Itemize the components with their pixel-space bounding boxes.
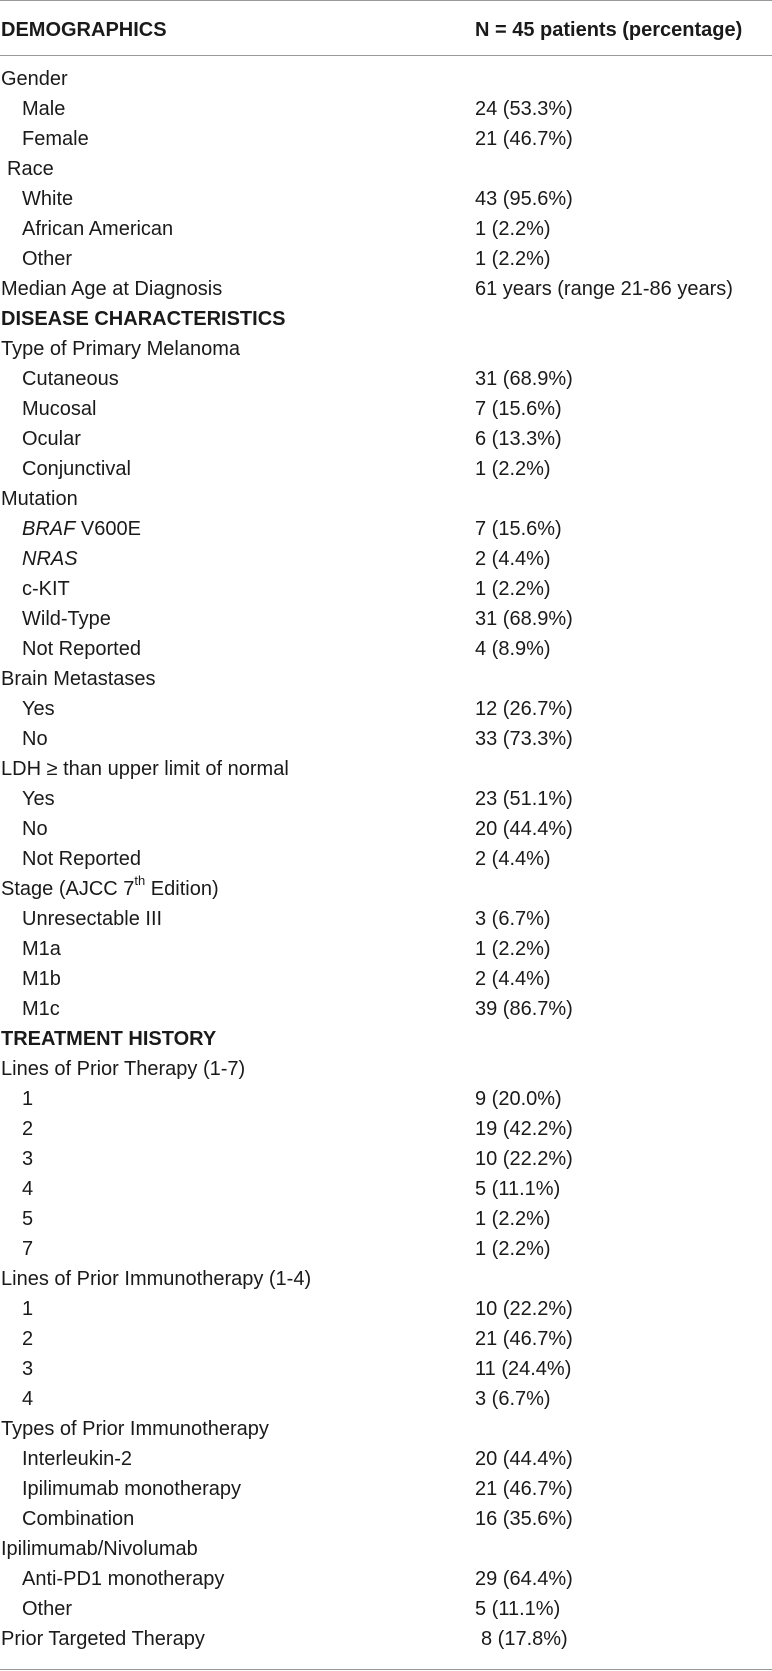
row-label: LDH ≥ than upper limit of normal (1, 758, 289, 780)
row-label: Brain Metastases (1, 668, 156, 690)
table-row (0, 1384, 772, 1414)
row-value: 3 (6.7%) (475, 908, 551, 930)
row-value: 21 (46.7%) (475, 1478, 573, 1500)
row-value: 10 (22.2%) (475, 1298, 573, 1320)
table-row-median-age (0, 274, 772, 304)
row-value: 29 (64.4%) (475, 1568, 573, 1590)
table-row (0, 514, 772, 544)
section-title: TREATMENT HISTORY (1, 1028, 217, 1050)
table-row (0, 784, 772, 814)
table-row (0, 1444, 772, 1474)
row-label: 5 (22, 1208, 34, 1230)
row-label: Race (7, 158, 54, 180)
row-label: Female (22, 128, 89, 150)
row-label: Lines of Prior Immunotherapy (1-4) (1, 1268, 312, 1290)
gene-name-braf: BRAF (22, 518, 76, 540)
row-label: 1 (22, 1298, 34, 1320)
row-label: Not Reported (22, 638, 141, 660)
table-row (0, 1324, 772, 1354)
row-label: Wild-Type (22, 608, 111, 630)
row-label: 2 (22, 1118, 34, 1140)
table-row (0, 1564, 772, 1594)
row-label: Yes (22, 788, 55, 810)
section-heading-disease (0, 304, 772, 334)
row-value: 21 (46.7%) (475, 1328, 573, 1350)
table-row-prior-therapy-lines (0, 1054, 772, 1084)
row-value: 1 (2.2%) (475, 218, 551, 240)
row-label: Cutaneous (22, 368, 119, 390)
row-label: Gender (1, 68, 68, 90)
header-demographics: DEMOGRAPHICS (1, 19, 167, 41)
row-value: 20 (44.4%) (475, 1448, 573, 1470)
table-row (0, 454, 772, 484)
row-value: 20 (44.4%) (475, 818, 573, 840)
table-row (0, 574, 772, 604)
gene-name-nras: NRAS (22, 548, 78, 570)
row-label: Median Age at Diagnosis (1, 278, 223, 300)
row-value: 61 years (range 21-86 years) (475, 278, 733, 300)
row-label: Ocular (22, 428, 81, 450)
row-label: Combination (22, 1508, 135, 1530)
table-row-brain-mets (0, 664, 772, 694)
row-label: 4 (22, 1178, 34, 1200)
table-row (0, 1354, 772, 1384)
table-row-gender (0, 64, 772, 94)
table-row (0, 934, 772, 964)
table-row (0, 964, 772, 994)
table-row (0, 544, 772, 574)
row-label: Ipilimumab monotherapy (22, 1478, 241, 1500)
row-label: 3 (22, 1148, 34, 1170)
table-row (0, 1234, 772, 1264)
row-label: Yes (22, 698, 55, 720)
table-row (0, 634, 772, 664)
table-row (0, 994, 772, 1024)
row-value: 8 (17.8%) (481, 1628, 568, 1650)
row-label: Unresectable III (22, 908, 163, 930)
table-row (0, 94, 772, 124)
table-body (0, 56, 772, 1654)
table-row (0, 724, 772, 754)
row-value: 7 (15.6%) (475, 398, 562, 420)
row-value: 1 (2.2%) (475, 578, 551, 600)
table-row-ldh (0, 754, 772, 784)
table-row-prior-targeted-therapy (0, 1624, 772, 1654)
table-row (0, 1294, 772, 1324)
row-label: Not Reported (22, 848, 141, 870)
row-label: Male (22, 98, 66, 120)
table-row (0, 1144, 772, 1174)
stage-label-pre: Stage (AJCC 7 (1, 878, 135, 900)
table-row-stage (0, 874, 772, 904)
table-row (0, 604, 772, 634)
table-bottom-rule (0, 1669, 772, 1670)
row-value: 5 (11.1%) (475, 1598, 561, 1620)
row-label: White (22, 188, 74, 210)
table-row-primary-type (0, 334, 772, 364)
stage-label-sup: th (134, 873, 146, 889)
row-value: 31 (68.9%) (475, 368, 573, 390)
row-label (22, 514, 141, 544)
row-label: Anti-PD1 monotherapy (22, 1568, 225, 1590)
stage-label-post: Edition) (145, 878, 219, 900)
row-value: 1 (2.2%) (475, 1238, 551, 1260)
row-label: Mutation (1, 488, 78, 510)
section-title: DISEASE CHARACTERISTICS (1, 308, 286, 330)
row-value: 1 (2.2%) (475, 248, 551, 270)
table-row (0, 1474, 772, 1504)
section-heading-treatment (0, 1024, 772, 1054)
row-value: 21 (46.7%) (475, 128, 573, 150)
row-label: Prior Targeted Therapy (1, 1628, 205, 1650)
table-row (0, 214, 772, 244)
table-row (0, 1204, 772, 1234)
row-value: 9 (20.0%) (475, 1088, 562, 1110)
row-label: c-KIT (22, 578, 70, 600)
row-label: M1c (22, 998, 60, 1020)
table-row (0, 694, 772, 724)
table-row (0, 124, 772, 154)
table-row (0, 844, 772, 874)
table-row (0, 1084, 772, 1114)
table-row (0, 1114, 772, 1144)
row-value: 2 (4.4%) (475, 968, 551, 990)
row-label: M1b (22, 968, 61, 990)
row-value: 16 (35.6%) (475, 1508, 573, 1530)
table-row-ipi-nivo (0, 1534, 772, 1564)
row-label: M1a (22, 938, 61, 960)
row-label: Conjunctival (22, 458, 131, 480)
row-label: 2 (22, 1328, 34, 1350)
table-row (0, 1594, 772, 1624)
row-label: No (22, 818, 48, 840)
table-row (0, 244, 772, 274)
row-value: 33 (73.3%) (475, 728, 573, 750)
row-value: 39 (86.7%) (475, 998, 573, 1020)
row-value: 7 (15.6%) (475, 518, 562, 540)
table-row (0, 1174, 772, 1204)
row-label: Ipilimumab/Nivolumab (1, 1538, 198, 1560)
row-label: Other (22, 248, 73, 270)
row-label: 7 (22, 1238, 34, 1260)
row-value: 1 (2.2%) (475, 938, 551, 960)
row-label: Lines of Prior Therapy (1-7) (1, 1058, 246, 1080)
row-value: 1 (2.2%) (475, 458, 551, 480)
row-value: 4 (8.9%) (475, 638, 551, 660)
row-label: 4 (22, 1388, 34, 1410)
row-value: 43 (95.6%) (475, 188, 573, 210)
row-value: 31 (68.9%) (475, 608, 573, 630)
row-label: 3 (22, 1358, 34, 1380)
row-value: 24 (53.3%) (475, 98, 573, 120)
table-row (0, 394, 772, 424)
table-row (0, 364, 772, 394)
table-row (0, 904, 772, 934)
row-label: No (22, 728, 48, 750)
row-label: Types of Prior Immunotherapy (1, 1418, 269, 1440)
table-row-mutation (0, 484, 772, 514)
table-row (0, 184, 772, 214)
table-header (0, 0, 772, 56)
row-value: 11 (24.4%) (475, 1358, 572, 1380)
row-label: 1 (22, 1088, 34, 1110)
row-label: Other (22, 1598, 73, 1620)
row-value: 2 (4.4%) (475, 848, 551, 870)
row-label: Type of Primary Melanoma (1, 338, 240, 360)
gene-variant: V600E (75, 518, 141, 540)
row-value: 10 (22.2%) (475, 1148, 573, 1170)
row-value: 2 (4.4%) (475, 548, 551, 570)
row-label: African American (22, 218, 174, 240)
table-row (0, 814, 772, 844)
row-label: Mucosal (22, 398, 97, 420)
row-value: 5 (11.1%) (475, 1178, 561, 1200)
table-row (0, 1504, 772, 1534)
row-value: 19 (42.2%) (475, 1118, 573, 1140)
row-value: 23 (51.1%) (475, 788, 573, 810)
table-row (0, 424, 772, 454)
table-row-race (0, 154, 772, 184)
row-value: 6 (13.3%) (475, 428, 562, 450)
row-value: 1 (2.2%) (475, 1208, 551, 1230)
row-value: 3 (6.7%) (475, 1388, 551, 1410)
header-n-patients: N = 45 patients (percentage) (475, 19, 743, 41)
table-row-prior-immunotherapy-lines (0, 1264, 772, 1294)
row-value: 12 (26.7%) (475, 698, 573, 720)
row-label: Interleukin-2 (22, 1448, 133, 1470)
row-label (1, 874, 219, 904)
table-row-prior-immunotherapy-types (0, 1414, 772, 1444)
